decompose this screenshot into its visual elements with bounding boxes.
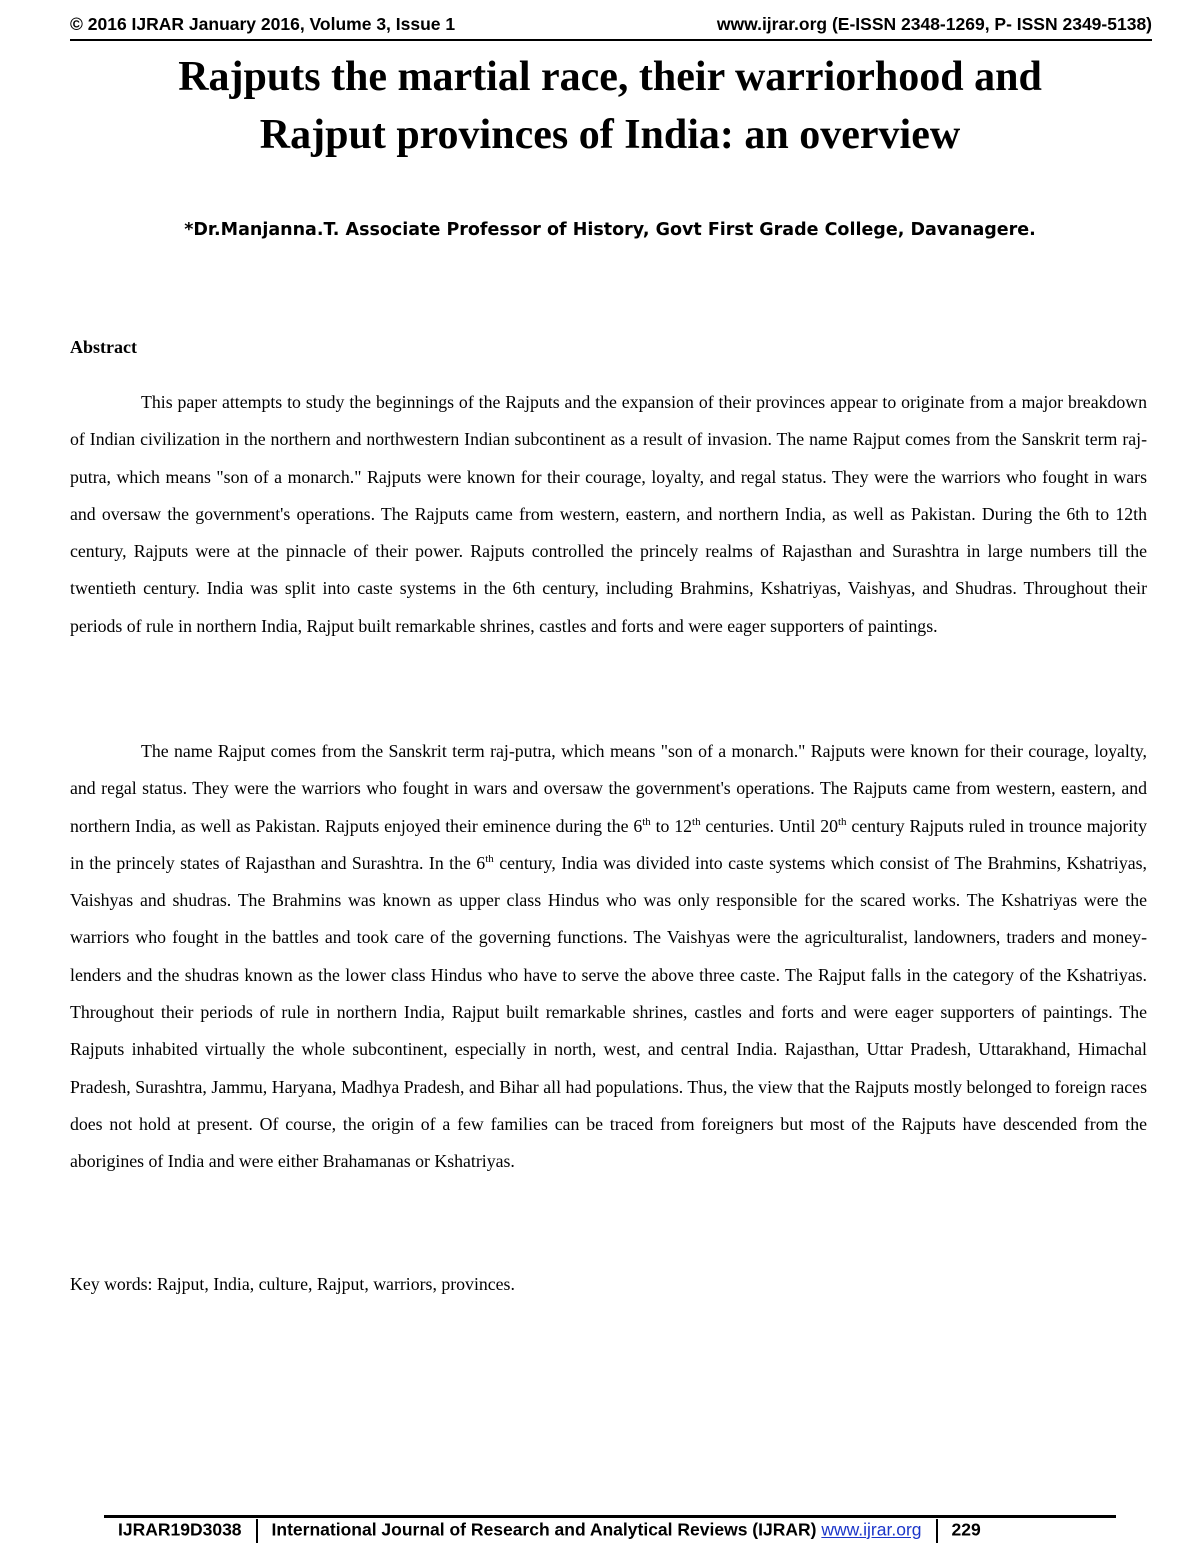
- footer-separator: [936, 1519, 938, 1543]
- abstract-paragraph-2: [70, 733, 1147, 1181]
- running-header: [70, 12, 1152, 38]
- footer-page-number: 229: [951, 1519, 981, 1540]
- paragraph-2-text-d: century Rajputs ruled in trounce majority in the princely states of Rajasthan and Surashtra. In the 6: [70, 815, 1147, 873]
- footer-separator: [256, 1519, 258, 1543]
- paragraph-2-text-c: centuries. Until 20: [700, 815, 838, 836]
- paper-title: [60, 48, 1160, 164]
- title-line-2: Rajput provinces of India: an overview: [259, 112, 961, 158]
- superscript-th: th: [485, 852, 494, 865]
- superscript-th: th: [642, 815, 651, 828]
- footer-journal-name: International Journal of Research and Analytical Reviews (IJRAR): [271, 1519, 817, 1540]
- keywords: Key words: Rajput, India, culture, Rajput, warriors, provinces.: [70, 1274, 515, 1294]
- running-footer: [118, 1519, 981, 1543]
- footer-paper-id: IJRAR19D3038: [118, 1519, 242, 1540]
- header-rule: [70, 39, 1152, 41]
- superscript-th: th: [692, 815, 701, 828]
- paragraph-2-text-e: century, India was divided into caste systems which consist of The Brahmins, Kshatriyas, Vaishyas and shudras. The Brahmins was known as upper class Hindus who was only responsible for the scared works. The Kshatriyas were the warriors who fought in the battles and took care of the governing functions. The Vaishyas were the agriculturalist, landowners, traders and money-lenders and the shudras known as the lower class Hindus who have to serve the above three caste. The Rajput falls in the category of the Kshatriyas. Throughout their periods of rule in northern India, Rajput built remarkable shrines, castles and forts and were eager supporters of paintings. The Rajputs inhabited virtually the whole subcontinent, especially in north, west, and central India. Rajasthan, Uttar Pradesh, Uttarakhand, Himachal Pradesh, Surashtra, Jammu, Haryana, Madhya Pradesh, and Bihar all had populations. Thus, the view that the Rajputs mostly belonged to foreign races does not hold at present. Of course, the origin of a few families can be traced from foreigners but most of the Rajputs have descended from the aborigines of India and were either Brahamanas or Kshatriyas.: [70, 852, 1147, 1172]
- footer-rule: [104, 1515, 1116, 1518]
- footer-journal-link[interactable]: www.ijrar.org: [821, 1519, 922, 1540]
- superscript-th: th: [837, 815, 847, 828]
- paragraph-2-text-a: The name Rajput comes from the Sanskrit term raj-putra, which means "son of a monarch." Rajputs were known for their courage, loyalty, and regal status. They were the warriors who fought in wars and oversaw the government's operations. The Rajputs came from western, eastern, and northern India, as well as Pakistan. Rajputs enjoyed their eminence during the 6: [70, 741, 1147, 836]
- paragraph-2-text-b: to 12: [650, 815, 693, 836]
- abstract-heading: Abstract: [70, 337, 137, 357]
- header-journal-issn: www.ijrar.org (E-ISSN 2348-1269, P- ISSN 2349-5138): [716, 14, 1152, 34]
- header-citation: © 2016 IJRAR January 2016, Volume 3, Issue 1: [70, 14, 456, 34]
- title-line-1: Rajputs the martial race, their warriorhood and: [178, 54, 1042, 100]
- abstract-paragraph-1: This paper attempts to study the beginnings of the Rajputs and the expansion of their provinces appear to originate from a major breakdown of Indian civilization in the northern and northwestern Indian subcontinent as a result of invasion. The name Rajput comes from the Sanskrit term raj-putra, which means "son of a monarch." Rajputs were known for their courage, loyalty, and regal status. They were the warriors who fought in wars and oversaw the government's operations. The Rajputs came from western, eastern, and northern India, as well as Pakistan. During the 6th to 12th century, Rajputs were at the pinnacle of their power. Rajputs controlled the princely realms of Rajasthan and Surashtra in large numbers till the twentieth century. India was split into caste systems in the 6th century, including Brahmins, Kshatriyas, Vaishyas, and Shudras. Throughout their periods of rule in northern India, Rajput built remarkable shrines, castles and forts and were eager supporters of paintings.: [70, 392, 1147, 636]
- author-affiliation: *Dr.Manjanna.T. Associate Professor of History, Govt First Grade College, Davanagere.: [184, 220, 1036, 240]
